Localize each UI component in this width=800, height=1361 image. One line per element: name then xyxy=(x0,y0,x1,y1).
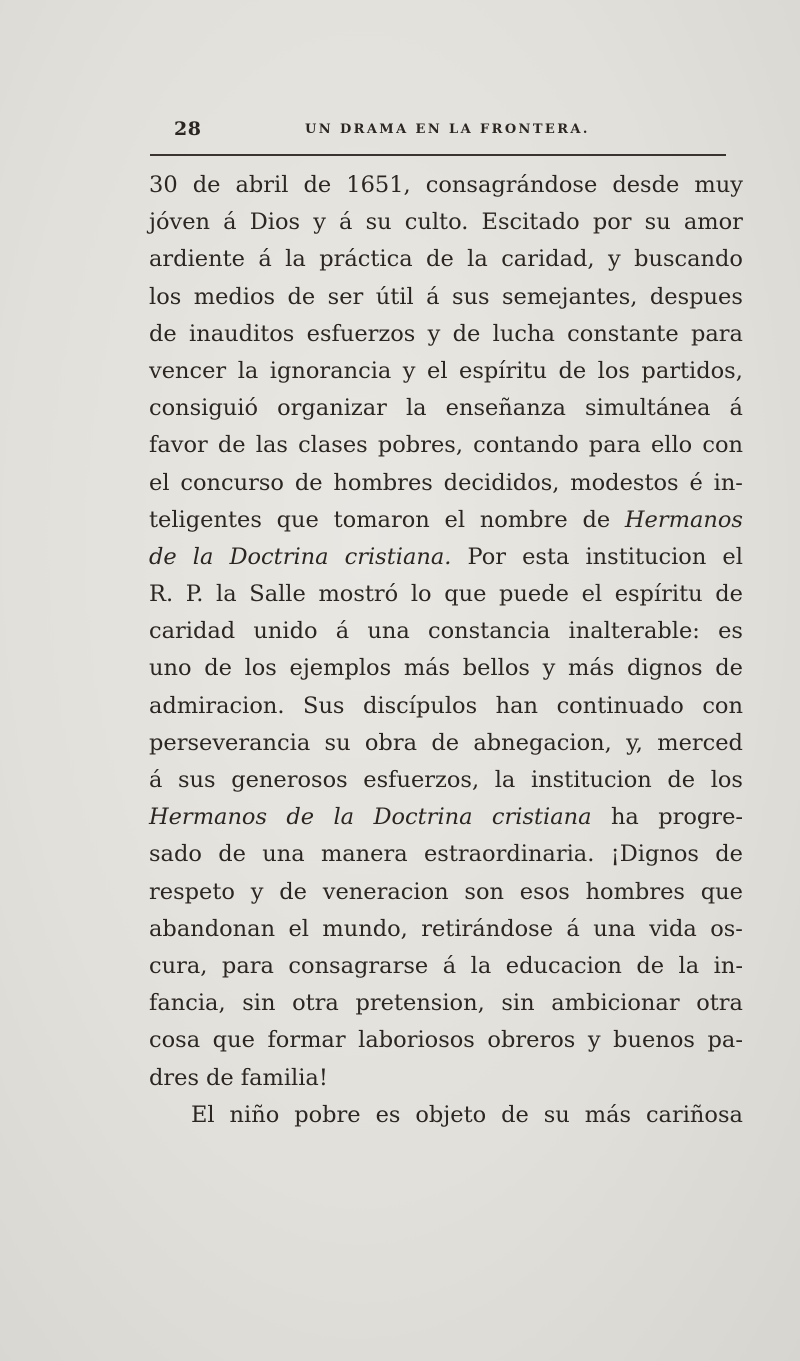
word: semejantes, xyxy=(502,283,638,310)
word: Salle xyxy=(249,581,306,608)
word: más xyxy=(568,655,615,682)
word: sado xyxy=(149,841,202,868)
word: manera xyxy=(320,841,408,868)
word: consiguió xyxy=(149,395,259,422)
word: una xyxy=(367,618,410,645)
word: que xyxy=(444,581,487,608)
word: de xyxy=(279,878,307,905)
word: merced xyxy=(657,729,743,756)
word: pa- xyxy=(707,1027,743,1054)
word: los xyxy=(244,655,277,682)
word: 30 xyxy=(149,172,178,198)
word: de xyxy=(218,841,246,868)
word: buscando xyxy=(634,246,743,273)
word: abnegacion, xyxy=(473,729,612,756)
word: y xyxy=(313,209,326,236)
word: decididos, xyxy=(443,469,560,496)
word: y xyxy=(250,878,264,905)
word: cosa xyxy=(149,1027,201,1054)
word: modestos xyxy=(570,469,679,496)
word: partidos, xyxy=(641,357,743,384)
text-line xyxy=(149,985,743,1022)
word: á xyxy=(566,915,580,942)
word: obreros xyxy=(487,1027,576,1054)
word: lucha xyxy=(492,320,555,347)
text-line xyxy=(149,613,743,650)
word: de xyxy=(303,172,332,198)
word: puede xyxy=(499,581,569,608)
word: el xyxy=(722,543,743,570)
word: espíritu xyxy=(614,581,703,608)
text-line xyxy=(149,1022,743,1059)
word: cristiana. xyxy=(344,543,452,570)
word: medios xyxy=(193,283,276,310)
word: Escitado xyxy=(481,209,580,236)
word: discípulos xyxy=(363,692,478,719)
text-line xyxy=(149,1097,743,1134)
word: formar xyxy=(267,1027,346,1054)
word: unido xyxy=(253,618,318,645)
word: pobres, xyxy=(377,432,463,459)
word: y xyxy=(427,320,441,347)
word: jóven xyxy=(149,209,211,236)
word: vida xyxy=(649,915,697,942)
word: laboriosos xyxy=(358,1027,475,1054)
word: familia! xyxy=(240,1064,328,1091)
word: ¡Dignos xyxy=(610,841,699,868)
text-line xyxy=(149,465,743,502)
text-line xyxy=(149,539,743,576)
text-line xyxy=(149,799,743,836)
word: á xyxy=(729,395,743,422)
word: pretension, xyxy=(355,990,485,1017)
word: organizar xyxy=(277,395,387,422)
word: y xyxy=(542,655,556,682)
word: de xyxy=(431,729,460,756)
word: clases xyxy=(298,432,368,459)
word: que xyxy=(212,1027,255,1054)
word: obra xyxy=(364,729,418,756)
word: otra xyxy=(696,990,743,1017)
text-line xyxy=(149,279,743,316)
word: uno xyxy=(149,655,192,682)
word: mostró xyxy=(318,581,399,608)
word: á xyxy=(426,283,440,310)
word: de xyxy=(426,246,454,273)
word: cristiana xyxy=(491,804,592,831)
word: una xyxy=(262,841,305,868)
word: inalterable: xyxy=(568,618,700,645)
word: de xyxy=(582,506,611,533)
word: esfuerzos, xyxy=(363,767,480,793)
word: generosos xyxy=(231,767,348,793)
word: y, xyxy=(626,729,643,756)
word: hombres xyxy=(333,469,433,496)
word: pobre xyxy=(294,1101,361,1128)
word: consagrándose xyxy=(425,172,598,198)
word: esta xyxy=(522,543,570,570)
word: constante xyxy=(567,320,679,347)
word: de xyxy=(715,581,743,608)
word: buenos xyxy=(613,1027,695,1054)
word: que xyxy=(700,878,743,905)
word: su xyxy=(543,1101,570,1128)
word: 1651, xyxy=(346,172,411,198)
word: concurso xyxy=(180,469,284,496)
word: contando xyxy=(473,432,579,459)
word: el xyxy=(288,915,309,942)
word: esos xyxy=(519,878,570,905)
word: amor xyxy=(683,209,743,236)
word: es xyxy=(375,1101,401,1128)
word: ignorancia xyxy=(269,357,392,384)
word: otra xyxy=(292,990,339,1017)
word: ardiente xyxy=(149,246,245,273)
word: estraordinaria. xyxy=(423,841,595,868)
word: retirándose xyxy=(421,915,554,942)
word: de xyxy=(204,655,232,682)
word: de xyxy=(192,172,221,198)
word: dignos xyxy=(626,655,703,682)
word: la xyxy=(237,357,259,384)
word: es xyxy=(718,618,743,645)
word: de xyxy=(452,320,481,347)
word: desde xyxy=(612,172,680,198)
word: de xyxy=(715,841,743,868)
word: para xyxy=(588,432,641,459)
word: despues xyxy=(649,283,743,310)
text-line xyxy=(149,353,743,390)
word: de xyxy=(558,357,587,384)
word: ser xyxy=(327,283,364,310)
word: in- xyxy=(713,469,743,496)
word: el xyxy=(444,506,466,533)
word: son xyxy=(464,878,504,905)
word: sin xyxy=(242,990,276,1017)
word: el xyxy=(149,469,170,496)
word: su xyxy=(644,209,671,236)
word: la xyxy=(678,952,700,979)
word: caridad, xyxy=(501,246,595,273)
word: la xyxy=(467,246,488,273)
word: una xyxy=(593,915,636,942)
word: Doctrina xyxy=(373,804,473,831)
word: institucion xyxy=(585,543,707,570)
word: fancia, xyxy=(149,990,226,1017)
word: á xyxy=(223,209,237,236)
word: veneracion xyxy=(322,878,449,905)
word: progre- xyxy=(658,804,743,831)
word: su xyxy=(324,729,351,756)
word: á xyxy=(258,246,272,273)
word: hombres xyxy=(585,878,685,905)
word: abril xyxy=(235,172,289,198)
word: niño xyxy=(229,1101,280,1128)
word: de xyxy=(715,655,743,682)
word: Sus xyxy=(303,692,345,719)
text-line xyxy=(149,948,743,985)
word: institucion xyxy=(530,767,652,793)
page-number: 28 xyxy=(174,118,202,140)
word: á xyxy=(149,767,163,793)
word: dres xyxy=(149,1064,200,1091)
word: de xyxy=(286,804,315,831)
header-rule xyxy=(150,154,726,156)
word: bellos xyxy=(462,655,530,682)
word: cura, xyxy=(149,952,208,979)
text-line xyxy=(149,1060,743,1097)
text-line xyxy=(149,241,743,278)
word: Doctrina xyxy=(229,543,329,570)
word: y xyxy=(607,246,621,273)
text-line xyxy=(149,502,743,539)
word: con xyxy=(702,432,743,459)
page-header xyxy=(150,112,726,148)
word: in- xyxy=(713,952,743,979)
word: mundo, xyxy=(322,915,408,942)
text-line xyxy=(149,427,743,464)
word: de xyxy=(667,767,696,793)
word: culto. xyxy=(404,209,469,236)
word: y xyxy=(402,357,416,384)
word: la xyxy=(216,581,237,608)
word: más xyxy=(584,1101,632,1128)
body-text xyxy=(149,167,743,1134)
word: á xyxy=(335,618,350,645)
word: vencer xyxy=(149,357,227,384)
word: de xyxy=(217,432,246,459)
word: favor xyxy=(149,432,208,459)
word: los xyxy=(710,767,743,793)
word: inauditos xyxy=(189,320,295,347)
word: para xyxy=(690,320,743,347)
word: la xyxy=(470,952,492,979)
word: ejemplos xyxy=(289,655,392,682)
word: más xyxy=(403,655,451,682)
word: continuado xyxy=(556,692,684,719)
word: las xyxy=(255,432,288,459)
word: á xyxy=(339,209,353,236)
word: El xyxy=(191,1101,215,1128)
word: de xyxy=(206,1064,234,1091)
text-line xyxy=(149,576,743,613)
word: de xyxy=(287,283,316,310)
word: los xyxy=(149,283,182,310)
word: lo xyxy=(410,581,432,608)
word: de xyxy=(149,320,177,347)
word: perseverancia xyxy=(149,729,311,756)
word: abandonan xyxy=(149,915,276,942)
word: Dios xyxy=(249,209,301,236)
word: sin xyxy=(501,990,535,1017)
word: útil xyxy=(375,283,414,310)
word: teligentes xyxy=(149,506,262,533)
text-line xyxy=(149,204,743,241)
text-line xyxy=(149,688,743,725)
word: el xyxy=(581,581,603,608)
word: consagrarse xyxy=(288,952,429,979)
text-line xyxy=(149,167,743,204)
word: para xyxy=(221,952,274,979)
text-line xyxy=(149,762,743,799)
word: enseñanza xyxy=(445,395,566,422)
word: Por xyxy=(467,543,507,570)
word: simultánea xyxy=(585,395,711,422)
word: cariñosa xyxy=(645,1101,743,1128)
running-title: UN DRAMA EN LA FRONTERA. xyxy=(305,122,590,137)
word: espíritu xyxy=(459,357,547,384)
word: la xyxy=(405,395,427,422)
word: ello xyxy=(650,432,693,459)
word: nombre xyxy=(479,506,568,533)
word: os- xyxy=(710,915,743,942)
word: de xyxy=(636,952,665,979)
word: el xyxy=(427,357,448,384)
word: admiracion. xyxy=(149,692,285,719)
word: de xyxy=(501,1101,529,1128)
word: constancia xyxy=(427,618,551,645)
word: muy xyxy=(694,172,743,198)
word: la xyxy=(192,543,214,570)
word: caridad xyxy=(149,618,236,645)
word: P. xyxy=(185,581,204,608)
text-line xyxy=(149,874,743,911)
word: por xyxy=(592,209,632,236)
word: educacion xyxy=(505,952,622,979)
word: de xyxy=(149,543,177,570)
word: práctica xyxy=(319,246,413,273)
word: su xyxy=(365,209,392,236)
text-line xyxy=(149,911,743,948)
word: sus xyxy=(178,767,216,793)
word: é xyxy=(689,469,703,496)
word: han xyxy=(495,692,539,719)
word: á xyxy=(442,952,457,979)
word: y xyxy=(587,1027,601,1054)
word: objeto xyxy=(415,1101,487,1128)
word: los xyxy=(597,357,630,384)
word: Hermanos xyxy=(624,506,743,533)
word: que xyxy=(276,506,319,533)
text-line xyxy=(149,836,743,873)
word: ha xyxy=(610,804,639,831)
word: con xyxy=(702,692,743,719)
text-line xyxy=(149,725,743,762)
word: la xyxy=(333,804,355,831)
word: de xyxy=(294,469,323,496)
word: Hermanos xyxy=(149,804,268,831)
word: R. xyxy=(149,581,174,608)
word: la xyxy=(494,767,516,793)
word: sus xyxy=(451,283,490,310)
text-line xyxy=(149,316,743,353)
text-line xyxy=(149,650,743,687)
word: la xyxy=(285,246,306,273)
word: esfuerzos xyxy=(306,320,416,347)
word: tomaron xyxy=(333,506,430,533)
text-line xyxy=(149,390,743,427)
word: respeto xyxy=(149,878,235,905)
word: ambicionar xyxy=(551,990,680,1017)
